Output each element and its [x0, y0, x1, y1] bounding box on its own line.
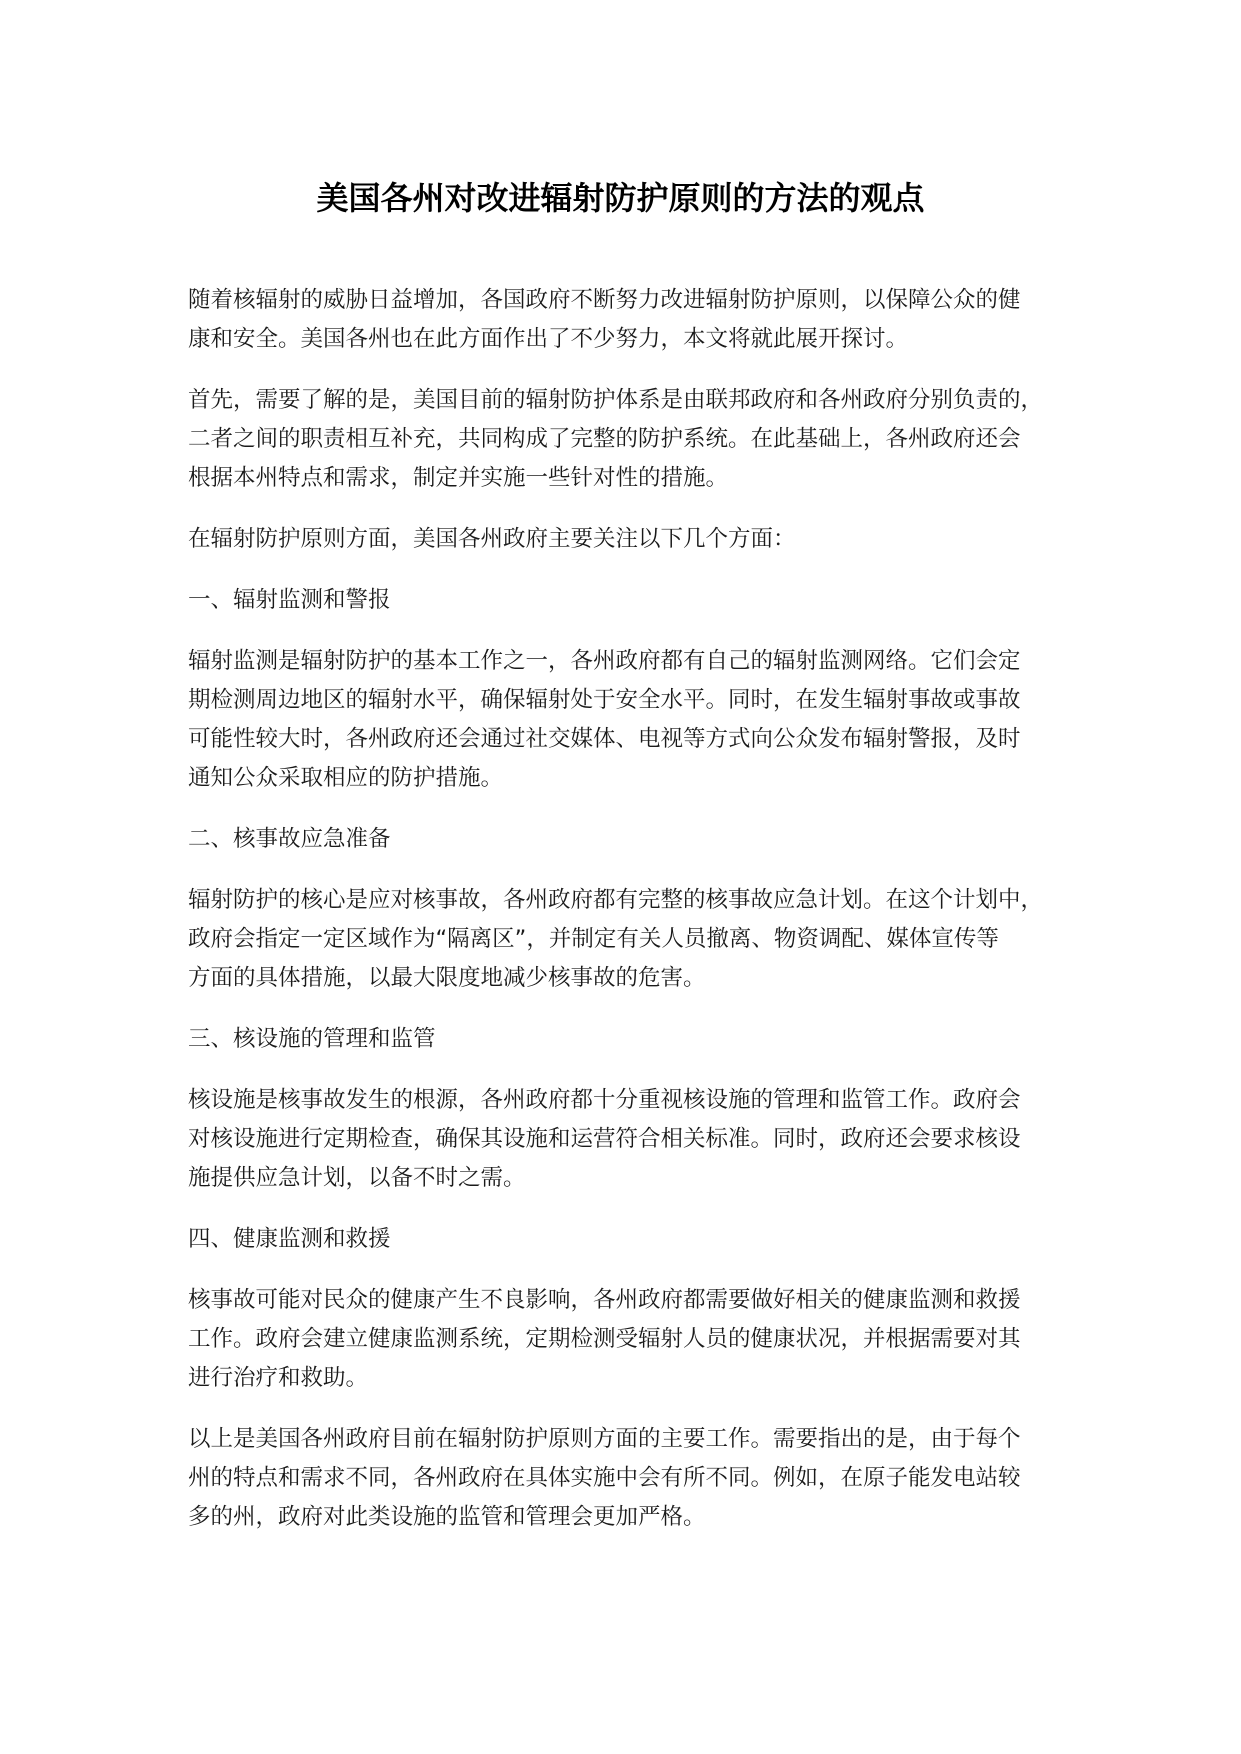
text-line: 核事故可能对民众的健康产生不良影响，各州政府都需要做好相关的健康监测和救援 [188, 1287, 1021, 1313]
paragraph-emergency [188, 881, 1068, 998]
text-line: 期检测周边地区的辐射水平，确保辐射处于安全水平。同时，在发生辐射事故或事故 [188, 687, 1021, 713]
text-line: 州的特点和需求不同，各州政府在具体实施中会有所不同。例如，在原子能发电站较 [188, 1465, 1021, 1491]
text-line: 工作。政府会建立健康监测系统，定期检测受辐射人员的健康状况，并根据需要对其 [188, 1326, 1021, 1352]
document-body [188, 281, 1068, 1559]
text-line: 可能性较大时，各州政府还会通过社交媒体、电视等方式向公众发布辐射警报，及时 [188, 726, 1021, 752]
text-line: 在辐射防护原则方面，美国各州政府主要关注以下几个方面： [188, 526, 796, 552]
text-line: 进行治疗和救助。 [188, 1365, 369, 1391]
text-line: 通知公众采取相应的防护措施。 [188, 765, 504, 791]
text-line: 辐射防护的核心是应对核事故，各州政府都有完整的核事故应急计划。在这个计划中， [188, 887, 1044, 913]
document-title: 美国各州对改进辐射防护原则的方法的观点 [316, 179, 925, 217]
paragraph-intro [188, 281, 1068, 359]
section-heading-health: 四、健康监测和救援 [188, 1226, 391, 1252]
text-line: 核设施是核事故发生的根源，各州政府都十分重视核设施的管理和监管工作。政府会 [188, 1087, 1021, 1113]
text-line: 以上是美国各州政府目前在辐射防护原则方面的主要工作。需要指出的是，由于每个 [188, 1426, 1021, 1452]
text-line: 多的州，政府对此类设施的监管和管理会更加严格。 [188, 1504, 706, 1530]
text-line: 对核设施进行定期检查，确保其设施和运营符合相关标准。同时，政府还会要求核设 [188, 1126, 1021, 1152]
text-line: 施提供应急计划，以备不时之需。 [188, 1165, 526, 1191]
paragraph-facilities [188, 1081, 1068, 1198]
text-line: 政府会指定一定区域作为“隔离区”，并制定有关人员撤离、物资调配、媒体宣传等 [188, 926, 999, 952]
text-line: 根据本州特点和需求，制定并实施一些针对性的措施。 [188, 465, 729, 491]
section-heading-emergency: 二、核事故应急准备 [188, 826, 391, 852]
paragraph-monitoring [188, 642, 1068, 798]
text-line: 首先，需要了解的是，美国目前的辐射防护体系是由联邦政府和各州政府分别负责的， [188, 387, 1044, 413]
paragraph-conclusion [188, 1420, 1068, 1537]
section-heading-monitoring: 一、辐射监测和警报 [188, 587, 391, 613]
paragraph-system [188, 381, 1068, 498]
text-line: 方面的具体措施，以最大限度地减少核事故的危害。 [188, 965, 706, 991]
text-line: 辐射监测是辐射防护的基本工作之一，各州政府都有自己的辐射监测网络。它们会定 [188, 648, 1021, 674]
paragraph-aspects-lead [188, 520, 1068, 559]
text-line: 康和安全。美国各州也在此方面作出了不少努力，本文将就此展开探讨。 [188, 326, 909, 352]
paragraph-health [188, 1281, 1068, 1398]
text-line: 随着核辐射的威胁日益增加，各国政府不断努力改进辐射防护原则，以保障公众的健 [188, 287, 1021, 313]
text-line: 二者之间的职责相互补充，共同构成了完整的防护系统。在此基础上，各州政府还会 [188, 426, 1021, 452]
section-heading-facilities: 三、核设施的管理和监管 [188, 1026, 436, 1052]
